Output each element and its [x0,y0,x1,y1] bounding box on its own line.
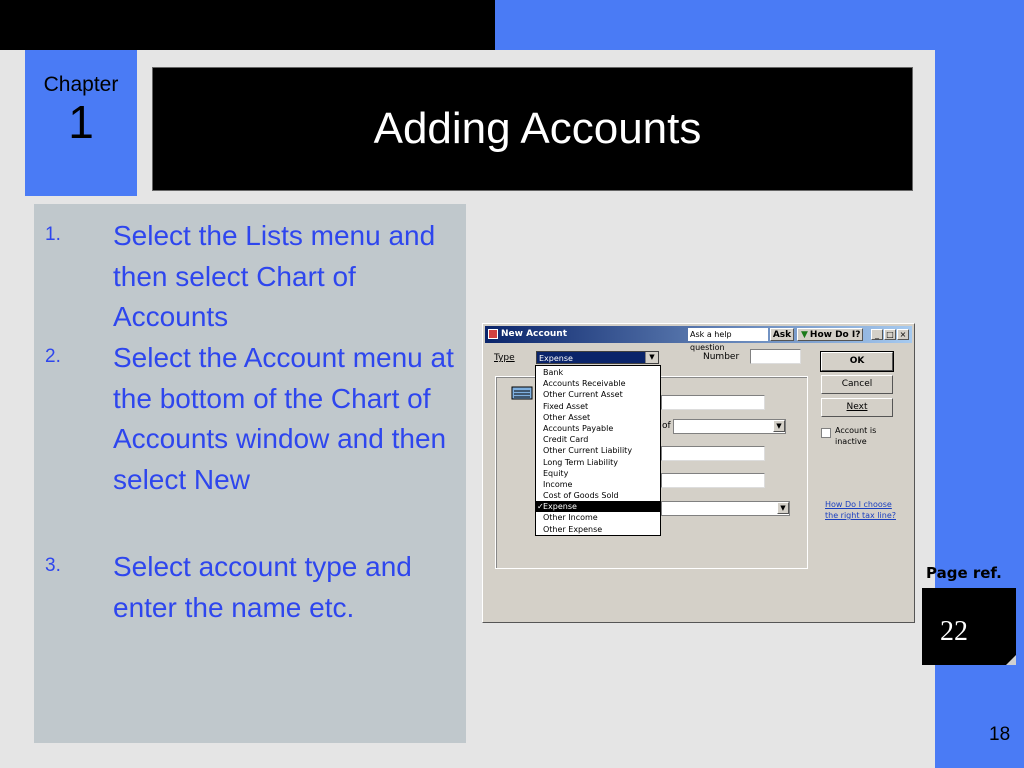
step-text: Select the Lists menu and then select Chart of Accounts [113,220,436,332]
dropdown-option[interactable]: Income [543,479,573,489]
page-ref-box [922,588,1016,665]
top-black-bar [0,0,495,50]
close-button[interactable]: × [897,329,909,340]
help-search-input[interactable]: Ask a help question [688,328,768,341]
title-banner [152,67,913,191]
dropdown-option-label: Expense [543,502,577,512]
chapter-number: 1 [68,96,94,148]
dropdown-option[interactable]: Equity [543,468,569,478]
dropdown-option[interactable]: Accounts Payable [543,423,614,433]
dialog-title: New Account [501,329,568,339]
steps-panel [34,204,466,743]
new-account-dialog [482,323,915,623]
page-curl-corner [1006,655,1016,665]
app-icon [488,329,498,339]
maximize-button[interactable]: □ [884,329,896,340]
slide-number: 18 [989,724,1011,745]
minimize-button[interactable]: _ [871,329,883,340]
account-type-dropdown[interactable] [535,365,661,536]
step-number: 2. [45,346,61,367]
dropdown-option[interactable]: Bank [543,368,564,377]
dropdown-option[interactable]: Other Current Liability [543,446,633,456]
type-value: Expense [539,354,573,363]
chevron-down-icon[interactable]: ▼ [645,352,658,363]
ok-button[interactable]: OK [821,352,893,371]
chevron-down-icon[interactable]: ▼ [773,420,785,432]
page-ref-label: Page ref. [926,564,1002,582]
account-ledger-icon [511,384,535,402]
dropdown-option-selected[interactable] [536,501,660,512]
dropdown-option[interactable]: Other Expense [543,524,603,534]
chapter-badge [25,50,137,196]
chevron-down-icon[interactable]: ▼ [777,502,789,514]
cancel-button[interactable]: Cancel [821,375,893,394]
dropdown-option[interactable]: Other Income [543,513,598,523]
type-label: Type [494,353,515,363]
account-name-field[interactable] [661,395,765,410]
how-do-i-button[interactable] [797,328,863,341]
dropdown-option[interactable]: Other Current Asset [543,390,623,400]
inactive-checkbox[interactable] [821,428,831,438]
dropdown-option[interactable]: Credit Card [543,435,589,445]
next-button[interactable]: Next [821,398,893,417]
tax-line-combo[interactable] [661,501,790,516]
step-number: 3. [45,555,61,576]
chapter-label: Chapter [43,73,119,96]
dropdown-option[interactable]: Accounts Receivable [543,379,626,389]
dropdown-option[interactable]: Fixed Asset [543,401,589,411]
note-field[interactable] [661,473,765,488]
subaccount-combo[interactable] [673,419,786,434]
tax-line-help-link[interactable]: How Do I choose the right tax line? [825,500,897,520]
check-icon: ✓ [537,502,544,512]
ask-button[interactable]: Ask [770,328,794,341]
page-ref-number: 22 [940,616,968,647]
dropdown-option[interactable]: Cost of Goods Sold [543,491,619,501]
description-field[interactable] [661,446,765,461]
step-number: 1. [45,224,61,245]
step-text: Select account type and enter the name etc. [113,551,412,623]
number-field[interactable] [750,349,801,364]
dropdown-option[interactable]: Long Term Liability [543,457,619,467]
dropdown-option[interactable]: Other Asset [543,412,591,422]
triangle-down-icon: ▼ [801,330,808,340]
how-do-i-label: How Do I? [809,330,861,340]
dialog-titlebar [485,326,912,352]
number-label: Number [703,352,740,362]
type-select[interactable] [536,351,659,364]
page-title: Adding Accounts [373,104,702,153]
step-text: Select the Account menu at the bottom of the Chart of Accounts window and then select New [113,342,454,495]
subaccount-of-label: of [662,421,671,431]
inactive-label: Account is inactive [835,426,877,446]
